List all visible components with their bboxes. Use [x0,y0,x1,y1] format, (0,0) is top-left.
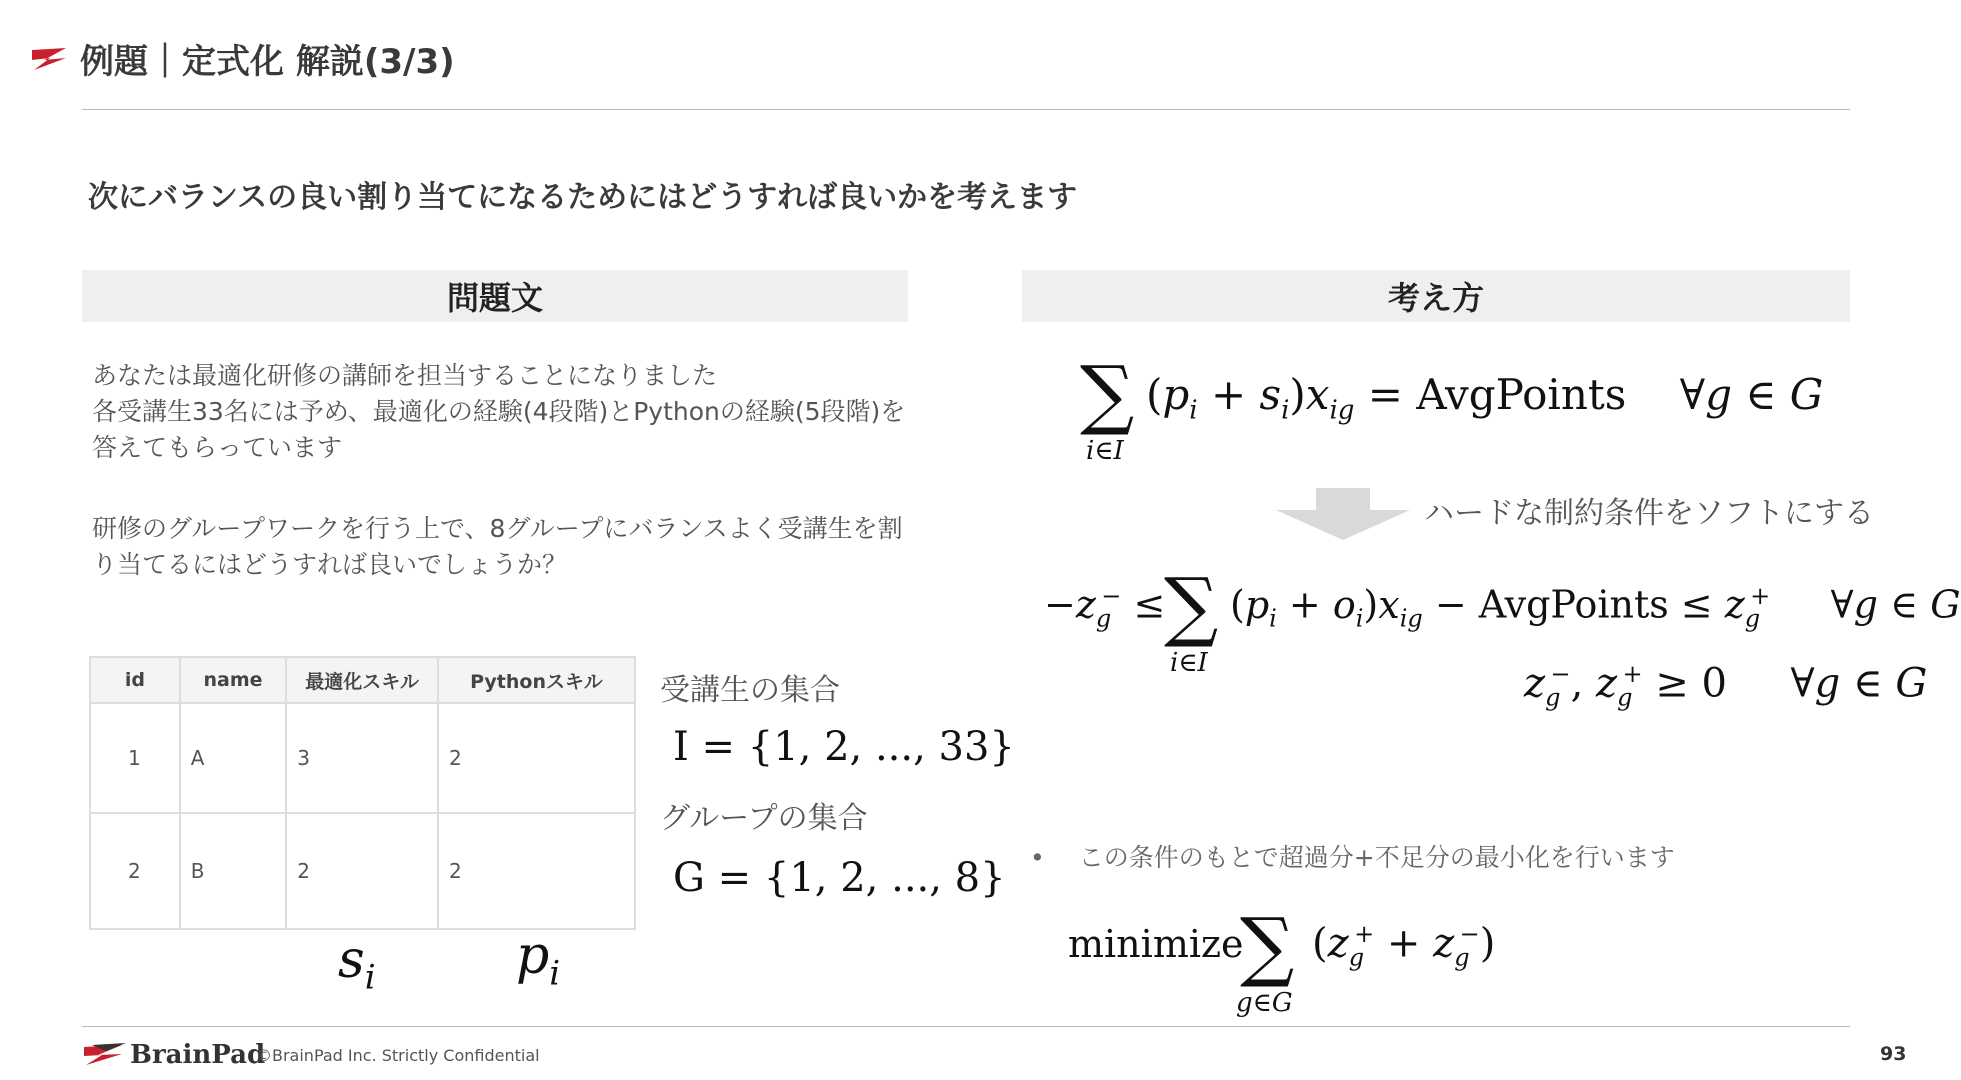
down-arrow-icon [1276,488,1410,540]
problem-paragraph-1: あなたは最適化研修の講師を担当することになりました 各受講生33名には予め、最適化の経験(4段階)とPythonの経験(5段階)を答えてもらっています [92,361,906,462]
table-cell: 2 [286,813,438,929]
table-row [90,703,635,813]
objective-formula: minimize ∑ g∈G $(z_g^+ + z_g^-)$ [1068,901,1496,1018]
table-header: name [180,657,287,703]
lead-sentence: 次にバランスの良い割り当てになるためにはどうすれば良いかを考えます [88,180,1078,215]
table-cell: A [180,703,287,813]
arrow-note: ハードな制約条件をソフトにする [1424,496,1874,531]
groups-set-formula: G = {1, 2, ..., 8} [673,855,1006,901]
student-table [89,656,636,930]
page-number: 93 [1880,1043,1907,1065]
footer-divider [82,1026,1850,1027]
symbol-s-i: $s_i$ [338,930,376,998]
table-cell: B [180,813,287,929]
table-header: Pythonスキル [438,657,635,703]
brand-logo-icon [30,46,70,72]
header-divider [82,109,1850,110]
table-cell: 2 [438,703,635,813]
copyright-text: ©BrainPad Inc. Strictly Confidential [256,1046,540,1065]
section-heading-problem: 問題文 [82,270,908,322]
nonnegativity-formula: $z_g^-$, $z_g^+ \ge 0$ ∀g ∈ G [1524,660,1928,712]
soft-constraint-formula: $-z_g^-$ ≤ ∑ i∈I $(p_i + o_i)x_{ig}$ − AvgPoints ≤ $z_g^+$ ∀g ∈ G [1044,561,1961,678]
table-cell: 2 [438,813,635,929]
table-header: id [90,657,180,703]
page-title: 例題｜定式化 解説(3/3) [80,42,455,82]
students-set-label: 受講生の集合 [660,673,840,708]
symbol-p-i: $p_i$ [516,926,561,994]
table-header: 最適化スキル [286,657,438,703]
bullet-item [1030,838,1675,874]
table-cell: 1 [90,703,180,813]
brand-logo-icon [82,1043,128,1067]
bullet-dot-icon: • [1030,843,1045,872]
footer-brand [82,1040,265,1070]
table-row [90,813,635,929]
groups-set-label: グループの集合 [660,801,868,836]
brand-name: BrainPad [130,1040,266,1070]
table-header-row [90,657,635,703]
students-set-formula: I = {1, 2, ..., 33} [673,724,1015,770]
table-cell: 2 [90,813,180,929]
bullet-text: この条件のもとで超過分+不足分の最小化を行います [1078,843,1675,872]
hard-constraint-formula: ∑ i∈I $(p_i + s_i)x_{ig}$ = AvgPoints ∀g ∈ G [1080,349,1824,466]
table-cell: 3 [286,703,438,813]
section-heading-approach: 考え方 [1022,270,1850,322]
problem-paragraph-2: 研修のグループワークを行う上で、8グループにバランスよく受講生を割り当てるにはどうすれば良いでしょうか？ [92,514,903,579]
